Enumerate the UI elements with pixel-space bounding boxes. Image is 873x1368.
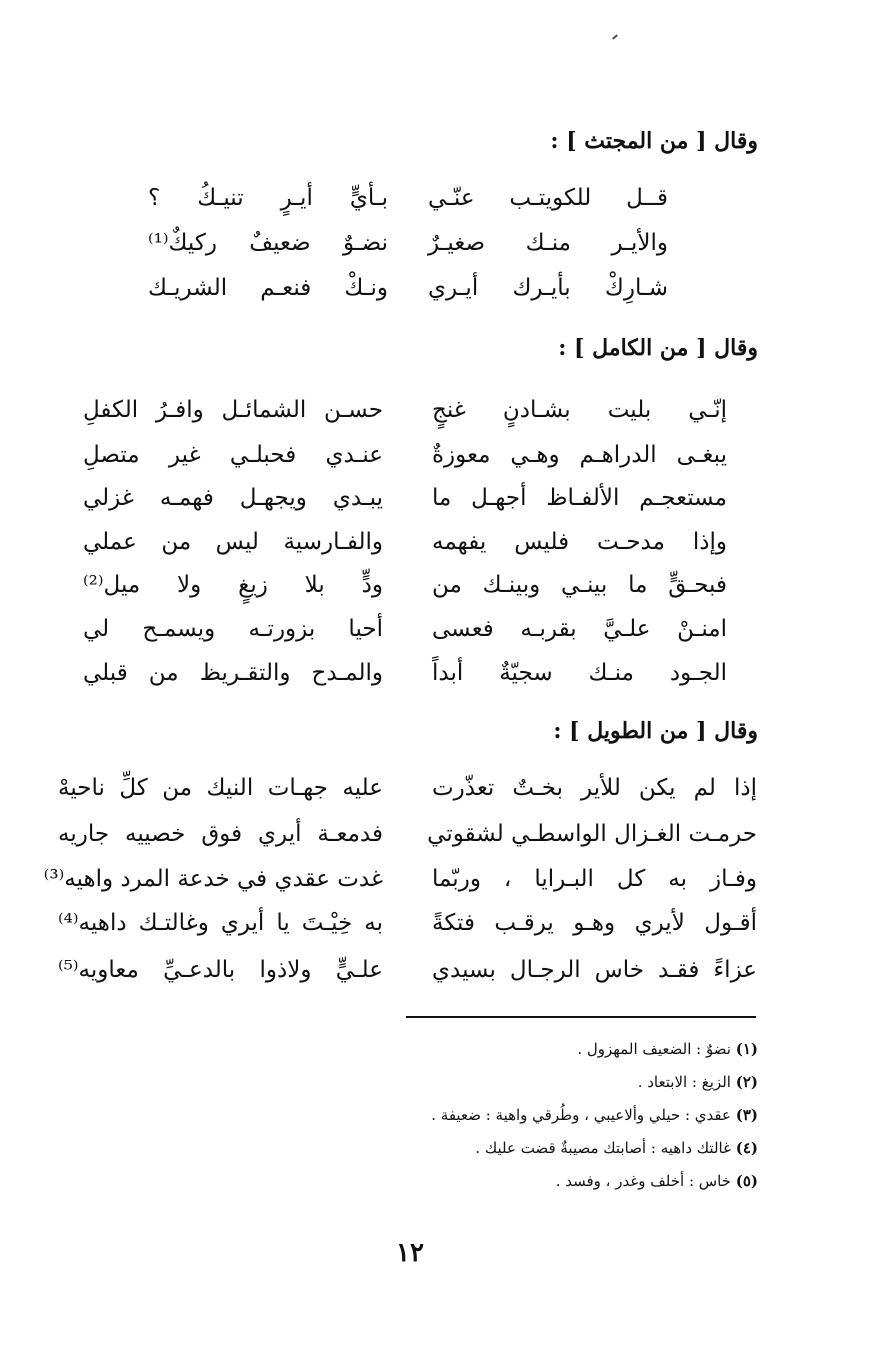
verse-row bbox=[0, 611, 873, 647]
verse-first-hemistich: مستعجـم الألفـاظ أجهـل ما bbox=[432, 485, 727, 511]
verse-row bbox=[0, 180, 873, 216]
verse-row bbox=[0, 524, 873, 560]
verse-first-hemistich: فبحـقٍّ ما بينـي وبينـك من bbox=[432, 572, 727, 598]
footnote bbox=[638, 1073, 758, 1091]
verse-row bbox=[0, 567, 873, 603]
footnote-number: (٤) bbox=[735, 1139, 758, 1157]
section-heading: وقال [ من المجتث ] : bbox=[550, 128, 758, 154]
verse-first-hemistich: وإذا مدحـت فليس يفهمه bbox=[432, 529, 727, 555]
footnote-text: خاس : أخلف وغدر ، وفسد . bbox=[555, 1172, 731, 1190]
verse-row bbox=[0, 270, 873, 306]
verse-first-hemistich: يبغـى الدراهـم وهـي معوزةٌ bbox=[432, 442, 727, 468]
verse-second-hemistich: نضـوٌ ضعيفٌ ركيكٌ⁽¹⁾ bbox=[148, 230, 388, 256]
page-number: ١٢ bbox=[396, 1238, 424, 1268]
verse-row bbox=[0, 770, 873, 806]
verse-first-hemistich: والأيـر منـك صغيـرٌ bbox=[428, 230, 668, 256]
footnote-separator bbox=[406, 1016, 756, 1018]
verse-second-hemistich: حسـن الشمائـل وافـرُ الكفلِ bbox=[83, 397, 383, 423]
verse-second-hemistich: غدت عقدي في خدعة المرد واهيه⁽³⁾ bbox=[43, 866, 383, 892]
footnote-number: (١) bbox=[735, 1040, 758, 1058]
verse-first-hemistich: قــل للكويتـب عنّـي bbox=[428, 185, 668, 211]
footnote-number: (٣) bbox=[735, 1106, 758, 1124]
footnote-number: (٢) bbox=[735, 1073, 758, 1091]
verse-row bbox=[0, 392, 873, 428]
verse-first-hemistich: وفـاز به كل البـرايا ، وربّما bbox=[432, 866, 757, 892]
footnote-text: الزيغ : الابتعاد . bbox=[637, 1073, 731, 1091]
verse-second-hemistich: علـيٍّ ولاذوا بالدعـيِّ معاويه⁽⁵⁾ bbox=[58, 957, 383, 983]
footnote bbox=[431, 1106, 758, 1124]
verse-row bbox=[0, 816, 873, 852]
verse-first-hemistich: عزاءً فقـد خاس الرجـال بسيدي bbox=[432, 957, 757, 983]
verse-row bbox=[0, 480, 873, 516]
verse-second-hemistich: به خِيْـتَ يا أيري وغالتـك داهيه⁽⁴⁾ bbox=[58, 910, 383, 936]
verse-first-hemistich: الجـود منـك سجيّةٌ أبداً bbox=[432, 660, 727, 686]
verse-first-hemistich: إنّـي بليت بشـادنٍ غنجٍ bbox=[432, 397, 727, 423]
verse-second-hemistich: والمـدح والتقـريظ من قبلي bbox=[83, 660, 383, 686]
verse-row bbox=[0, 655, 873, 691]
footnote-number: (٥) bbox=[735, 1172, 758, 1190]
verse-row bbox=[0, 861, 873, 897]
verse-second-hemistich: والفـارسية ليس من عملي bbox=[83, 529, 383, 555]
footnote-text: غالتك داهيه : أصابتك مصيبةٌ قضت عليك . bbox=[475, 1139, 731, 1157]
verse-first-hemistich: حرمـت الغـزال الواسطـي لشقوتي bbox=[427, 821, 757, 847]
verse-first-hemistich: أقـول لأيري وهـو يرقـب فتكةً bbox=[432, 910, 757, 936]
verse-first-hemistich: شـارِكْ بأيـرك أيـري bbox=[428, 275, 668, 301]
verse-second-hemistich: ونـكْ فنعـم الشريـك bbox=[148, 275, 388, 301]
verse-second-hemistich: بـأيٍّ أيـرٍ تنيـكُ ؟ bbox=[148, 185, 388, 211]
footnote-text: عقدي : حيلي وألاعيبي ، وطُرقي واهية : ضعيفة . bbox=[431, 1106, 731, 1124]
verse-second-hemistich: فدمعـة أيري فوق خصييه جاريه bbox=[58, 821, 383, 847]
verse-row bbox=[0, 225, 873, 261]
footnote bbox=[556, 1172, 758, 1190]
verse-first-hemistich: امنـنْ علـيَّ بقربـه فعسى bbox=[432, 616, 727, 642]
verse-second-hemistich: يبـدي ويجهـل فهمـه غزلي bbox=[83, 485, 383, 511]
verse-row bbox=[0, 905, 873, 941]
verse-second-hemistich: ودٍّ بلا زيغٍ ولا ميل⁽²⁾ bbox=[83, 572, 383, 598]
verse-second-hemistich: أحيا بزورتـه ويسمـح لي bbox=[83, 616, 383, 642]
footnote bbox=[577, 1040, 758, 1058]
stray-ink-mark bbox=[612, 34, 618, 39]
verse-row bbox=[0, 437, 873, 473]
section-heading: وقال [ من الكامل ] : bbox=[558, 335, 758, 361]
footnote bbox=[475, 1139, 758, 1157]
verse-second-hemistich: عليه جهـات النيك من كلِّ ناحيهْ bbox=[58, 775, 383, 801]
section-heading: وقال [ من الطويل ] : bbox=[553, 718, 758, 744]
verse-first-hemistich: إذا لم يكن للأير بخـتٌ تعذّرت bbox=[432, 775, 757, 801]
verse-second-hemistich: عنـدي فحبلـي غير متصلِ bbox=[83, 442, 383, 468]
verse-row bbox=[0, 952, 873, 988]
footnote-text: نضوٌ : الضعيف المهزول . bbox=[577, 1040, 731, 1058]
